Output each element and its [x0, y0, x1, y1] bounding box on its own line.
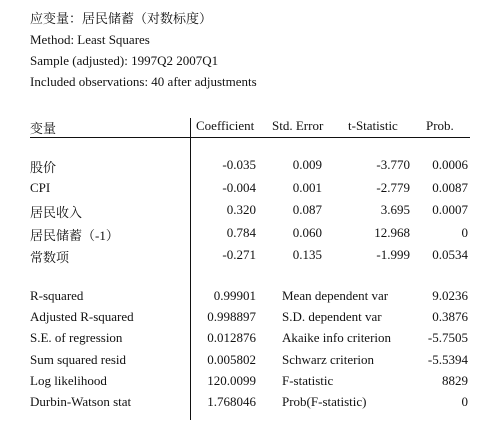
std-error-value: 0.060: [292, 224, 322, 240]
std-error-value: 0.135: [292, 247, 322, 262]
t-statistic-value: 12.968: [374, 224, 410, 240]
coefficient-value: 0.320: [226, 202, 256, 217]
stat-label: Log likelihood: [30, 372, 107, 388]
prob-value: 0.0534: [432, 247, 468, 262]
t-statistic-value: 3.695: [380, 202, 410, 217]
stat-label: Prob(F-statistic): [282, 394, 367, 409]
method-line: Method: Least Squares: [30, 32, 150, 47]
dependent-variable: 应变量：居民储蓄（对数标度）: [30, 11, 213, 26]
stat-value: 0.998897: [207, 309, 256, 325]
variable-name: 股价: [30, 160, 57, 175]
variable-name: CPI: [30, 179, 51, 195]
stat-value: 9.0236: [432, 288, 468, 303]
stat-label: Schwarz criterion: [282, 351, 375, 367]
stat-label: Durbin-Watson stat: [30, 394, 132, 409]
stat-value: 0.3876: [432, 309, 468, 325]
prob-value: 0: [461, 224, 468, 240]
std-error-value: 0.009: [292, 157, 322, 172]
column-divider: [190, 118, 191, 420]
coefficient-value: 0.784: [226, 224, 256, 240]
observations-line: Included observations: 40 after adjustments: [30, 74, 257, 89]
stat-value: -5.5394: [427, 351, 468, 367]
col-header-t-statistic: t-Statistic: [348, 118, 398, 133]
col-header-std-error: Std. Error: [272, 118, 324, 133]
prob-value: 0.0007: [432, 202, 468, 217]
stat-value: 120.0099: [207, 372, 256, 388]
stat-value: 1.768046: [207, 394, 256, 409]
std-error-value: 0.001: [292, 179, 322, 195]
stat-label: Adjusted R-squared: [30, 309, 134, 325]
t-statistic-value: -1.999: [376, 247, 410, 262]
sample-line: Sample (adjusted): 1997Q2 2007Q1: [30, 53, 219, 68]
stat-label: S.D. dependent var: [282, 309, 382, 325]
stat-label: Mean dependent var: [282, 288, 389, 303]
variable-name: 居民收入: [30, 205, 83, 220]
regression-header: [30, 8, 257, 92]
coefficient-value: -0.271: [222, 247, 256, 262]
stat-label: F-statistic: [282, 372, 334, 388]
header-rule: [30, 137, 470, 138]
stat-label: Akaike info criterion: [282, 330, 392, 346]
coefficient-value: -0.004: [222, 179, 256, 195]
stat-value: -5.7505: [427, 330, 468, 346]
coefficient-value: -0.035: [222, 157, 256, 172]
std-error-value: 0.087: [292, 202, 322, 217]
col-header-prob: Prob.: [426, 118, 454, 133]
variable-name: 常数项: [30, 250, 70, 265]
col-header-coefficient: Coefficient: [196, 118, 255, 133]
stat-value: 8829: [442, 372, 468, 388]
stat-value: 0.005802: [207, 351, 256, 367]
stat-value: 0: [461, 394, 468, 409]
prob-value: 0.0006: [432, 157, 468, 172]
col-header-variable: 变量: [30, 121, 57, 136]
stat-label: Sum squared resid: [30, 351, 127, 367]
prob-value: 0.0087: [432, 179, 468, 195]
t-statistic-value: -3.770: [376, 157, 410, 172]
stat-value: 0.012876: [207, 330, 256, 346]
t-statistic-value: -2.779: [376, 179, 410, 195]
stat-label: R-squared: [30, 288, 84, 303]
variable-name: 居民储蓄（-1）: [30, 227, 119, 243]
stat-label: S.E. of regression: [30, 330, 123, 346]
stat-value: 0.99901: [213, 288, 256, 303]
